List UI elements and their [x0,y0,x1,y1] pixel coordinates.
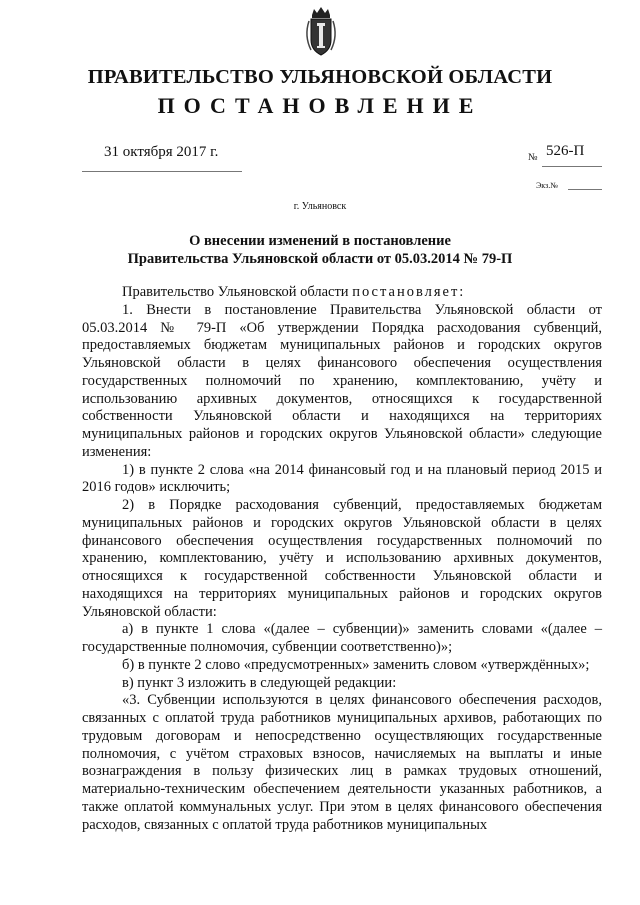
city: г. Ульяновск [293,201,347,212]
title-line-2: Правительства Ульяновской области от 05.03.2014 № 79-П [127,251,513,267]
copy-number-underline [568,189,602,190]
title-line-1: О внесении изменений в постановление [189,233,451,249]
organization-name: ПРАВИТЕЛЬСТВО УЛЬЯНОВСКОЙ ОБЛАСТИ [87,66,553,88]
paragraph-5: б) в пункте 2 слово «предусмотренных» заменить словом «утверждённых»; [122,656,590,673]
paragraph-6: в) пункт 3 изложить в следующей редакции: [122,674,397,691]
document-type: ПОСТАНОВЛЕНИЕ [157,93,483,118]
paragraph-4: а) в пункте 1 слова «(далее – субвенции)» заменить словами «(далее – государственные полномочия, субвенции соответственно)»; [82,621,602,655]
intro-paragraph [82,284,602,302]
date-underline [82,171,242,172]
document-date: 31 октября 2017 г. [104,144,219,160]
document-title [0,232,640,268]
ulyanovsk-coat-of-arms-icon [303,6,339,58]
intro-prefix: Правительство Ульяновской области [122,284,349,300]
intro-decree: постановляет: [352,284,466,300]
paragraph-3: 2) в Порядке расходования субвенций, предоставляемых бюджетам муниципальных районов и городских округов Ульяновской области в целях финансового обеспечения осуществления государственных полномочий по хранению, комплектованию, учёту и использованию архивных документов, относящихся к государственной собственности Ульяновской области и находящихся на территориях муниципальных районов и городских округов Ульяновской области: [82,497,602,620]
document-body [82,284,602,834]
copy-number-label: Экз.№ [536,181,558,190]
number-underline [542,166,602,167]
document-number: 526-П [546,143,585,159]
number-label: № [528,152,538,163]
paragraph-2: 1) в пункте 2 слова «на 2014 финансовый год и на плановый период 2015 и 2016 годов» исключить; [82,461,602,496]
paragraph-1: 1. Внести в постановление Правительства Ульяновской области от 05.03.2014 № 79-П «Об утверждении Порядка расходования субвенций, предоставляемых бюджетам муниципальных районов и городских округов Ульяновской области в целях финансового обеспечения осуществления государственных полномочий по хранению, комплектованию, учёту и использованию архивных документов, относящихся к государственной собственности Ульяновской области и находящихся на территориях муниципальных районов и городских округов Ульяновской области» следующие изменения: [82,301,602,460]
paragraph-7: «3. Субвенции используются в целях финансового обеспечения расходов, связанных с оплатой труда работников муниципальных архивов, работающих по трудовым договорам и непосредственно осуществляющих государственные полномочия, с учётом страховых взносов, начисляемых на выплаты и иные вознаграждения в пользу физических лиц в рамках трудовых отношений, материально-техническим обеспечением деятельности указанных работников, а также оплатой коммунальных услуг. При этом в целях финансового обеспечения расходов, связанных с оплатой труда работников муниципальных [82,692,602,833]
